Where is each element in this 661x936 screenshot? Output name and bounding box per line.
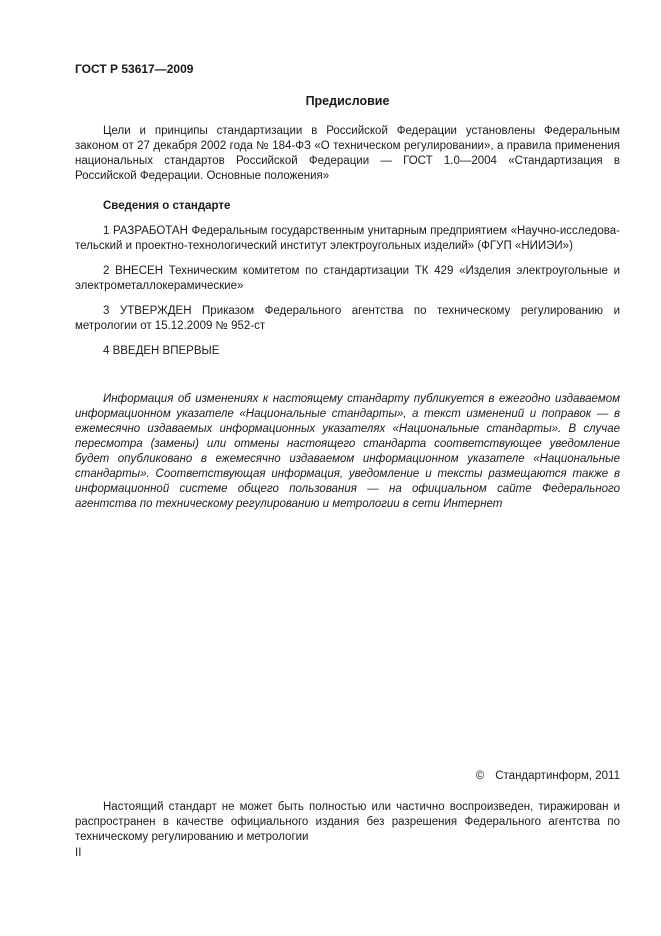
standard-info-item-approved: 3 УТВЕРЖДЕН Приказом Федерального агентства по техническому регулированию и метрологии от 15.12.2009 № 952-ст: [75, 305, 620, 332]
intro-paragraph: Цели и принципы стандартизации в Российской Федерации установлены Федеральным законом от 27 декабря 2002 года № 184-ФЗ «О техническом регулировании», а правила применения национальных стандартов Российской Федерации — ГОСТ 1.0—2004 «Стандартизация в Российской Федерации. Основные положения»: [75, 125, 620, 182]
standard-info-heading: Сведения о стандарте: [103, 200, 231, 212]
changes-notice-paragraph: Информация об изменениях к настоящему стандарту публикуется в ежегодно издаваемом информационном указателе «Национальные стандарты», а текст изменений и поправок — в ежемесячно издаваемых информационных указателях «Национальные стандарты». В случае пересмотра (замены) или отмены настоящего стандарта соответствующее уведомление будет опубликовано в ежемесячно издаваемом информационном указателе «Национальные стандарты». Соответствующая информация, уведомление и тексты размещаются также в информационной системе общего пользования — на официальном сайте Федерального агентства по техническому регулированию и метрологии в сети Интернет: [75, 393, 620, 510]
standard-info-item-submitted: 2 ВНЕСЕН Техническим комитетом по стандартизации ТК 429 «Изделия электроугольные и электрометаллокерамические»: [75, 265, 620, 292]
reproduction-notice-paragraph: Настоящий стандарт не может быть полностью или частично воспроизведен, тиражирован и распространен в качестве официального издания без разрешения Федерального агентства по техническому регулированию и метрологии: [75, 801, 620, 843]
standard-number: ГОСТ Р 53617—2009: [75, 62, 194, 76]
page-title: Предисловие: [305, 94, 390, 108]
page-number: II: [75, 847, 82, 859]
copyright-icon: ©: [475, 770, 485, 782]
copyright-holder: Стандартинформ, 2011: [495, 770, 620, 782]
copyright-line: [75, 769, 620, 784]
standard-info-item-introduced: 4 ВВЕДЕН ВПЕРВЫЕ: [103, 345, 220, 357]
standard-info-item-developed: 1 РАЗРАБОТАН Федеральным государственным унитарным предприятием «Научно-исследовательский и проектно-технологический институт электроугольных изделий» (ФГУП «НИИЭИ»): [75, 225, 620, 252]
